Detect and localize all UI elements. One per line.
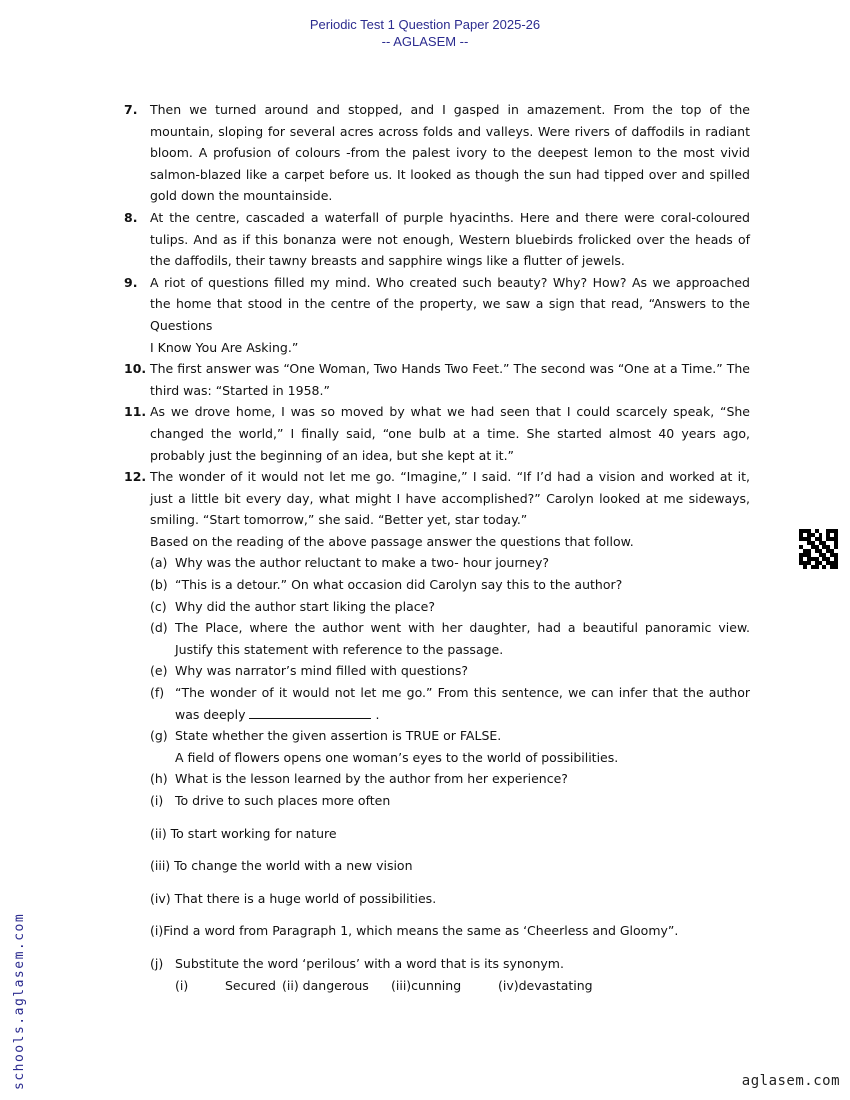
paragraph-number: 9. bbox=[124, 274, 138, 290]
paragraph-7 bbox=[124, 99, 750, 207]
question-text: “This is a detour.” On what occasion did Carolyn say this to the author? bbox=[175, 577, 623, 593]
question-text: What is the lesson learned by the author from her experience? bbox=[175, 771, 568, 787]
question-j-choices bbox=[124, 975, 750, 997]
paragraph-number: 12. bbox=[124, 469, 147, 485]
paragraph-9-continued: I Know You Are Asking.” bbox=[150, 339, 299, 355]
paragraph-10 bbox=[124, 358, 750, 401]
question-text: “The wonder of it would not let me go.” From this sentence, we can infer that the author was deeply bbox=[175, 685, 750, 722]
question-text: State whether the given assertion is TRUE or FALSE. bbox=[175, 728, 502, 744]
option-i bbox=[124, 790, 750, 812]
paragraph-8 bbox=[124, 207, 750, 272]
paragraph-number: 11. bbox=[124, 404, 147, 420]
question-c bbox=[124, 596, 750, 618]
question-text: Why was the author reluctant to make a two- hour journey? bbox=[175, 555, 550, 571]
paragraph-text: As we drove home, I was so moved by what we had seen that I could scarcely speak, “She changed the world,” I finally said, “one bulb at a time. She started almost 40 years ago, probably just the beginning of an idea, but she kept at it.” bbox=[150, 404, 750, 463]
paragraph-text: The first answer was “One Woman, Two Hands Two Feet.” The second was “One at a Time.” The third was: “Started in 1958.” bbox=[150, 361, 750, 398]
question-h bbox=[124, 768, 750, 790]
passage-content bbox=[124, 99, 750, 996]
header-subtitle: -- AGLASEM -- bbox=[381, 34, 469, 49]
paragraph-text: The wonder of it would not let me go. “Imagine,” I said. “If I’d had a vision and worked at it, just a little bit every day, what might I have accomplished?” Carolyn looked at me sideways, smiling. “Start tomorrow,” she said. “Better yet, star today.” bbox=[150, 469, 750, 528]
paragraph-9 bbox=[124, 272, 750, 337]
choice-dangerous: (ii) dangerous bbox=[282, 977, 369, 993]
question-e bbox=[124, 660, 750, 682]
paragraph-11 bbox=[124, 401, 750, 466]
question-label: (b) bbox=[150, 577, 168, 593]
choice-secured: Secured bbox=[225, 977, 276, 993]
question-text: The Place, where the author went with her daughter, had a beautiful panoramic view. Justify this statement with reference to the passage. bbox=[175, 620, 750, 657]
option-text: To drive to such places more often bbox=[175, 793, 391, 808]
paragraph-number: 7. bbox=[124, 102, 138, 117]
paragraph-text: At the centre, cascaded a waterfall of purple hyacinths. Here and there were coral-coloured tulips. And as if this bonanza were not enough, Western bluebirds frolicked over the heads of the daffodils, their tawny breasts and sapphire wings like a flutter of jewels. bbox=[150, 209, 750, 269]
option-ii: (ii) To start working for nature bbox=[150, 825, 337, 841]
page-header bbox=[0, 16, 850, 50]
question-label: (c) bbox=[150, 598, 167, 614]
paragraph-number: 8. bbox=[124, 209, 138, 225]
paragraph-12 bbox=[124, 466, 750, 531]
question-d bbox=[124, 617, 750, 660]
choice-cunning: (iii)cunning bbox=[391, 977, 462, 993]
question-end: . bbox=[375, 706, 380, 722]
option-label: (i) bbox=[150, 793, 164, 808]
instruction-text: Based on the reading of the above passage answer the questions that follow. bbox=[150, 533, 634, 549]
question-text: Why did the author start liking the place? bbox=[175, 598, 435, 614]
question-label: (d) bbox=[150, 620, 168, 636]
question-label: (j) bbox=[150, 955, 164, 971]
question-label: (g) bbox=[150, 728, 168, 744]
question-g-assertion: A field of flowers opens one woman’s eyes to the world of possibilities. bbox=[175, 749, 619, 765]
paragraph-text: Then we turned around and stopped, and I gasped in amazement. From the top of the mountain, sloping for several acres across folds and valleys. Were rivers of daffodils in radiant bloom. A profusion of colours -from the palest ivory to the deepest lemon to the most vivid salmon-blazed like a carpet before us. It looked as though the sun had tipped over and spilled gold down the mountainside. bbox=[150, 102, 750, 204]
choice-label-i: (i) bbox=[175, 977, 189, 993]
question-label: (e) bbox=[150, 663, 168, 679]
question-b bbox=[124, 574, 750, 596]
question-label: (a) bbox=[150, 555, 168, 571]
choice-devastating: (iv)devastating bbox=[498, 977, 593, 993]
footer-site: aglasem.com bbox=[741, 1073, 840, 1089]
question-j bbox=[124, 953, 750, 975]
question-text: Why was narrator’s mind filled with questions? bbox=[175, 663, 469, 679]
question-text: Substitute the word ‘perilous’ with a word that is its synonym. bbox=[175, 955, 564, 971]
question-a bbox=[124, 552, 750, 574]
question-f bbox=[124, 682, 750, 725]
option-iv: (iv) That there is a huge world of possibilities. bbox=[150, 890, 437, 906]
answer-blank bbox=[249, 706, 371, 719]
header-title: Periodic Test 1 Question Paper 2025-26 bbox=[309, 17, 541, 32]
question-g bbox=[124, 725, 750, 747]
question-find-word: (i)Find a word from Paragraph 1, which means the same as ‘Cheerless and Gloomy”. bbox=[150, 923, 679, 939]
paragraph-text: A riot of questions filled my mind. Who created such beauty? Why? How? As we approached the home that stood in the centre of the property, we saw a sign that read, “Answers to the Questions bbox=[150, 274, 750, 333]
option-iii: (iii) To change the world with a new vision bbox=[150, 858, 413, 874]
question-label: (h) bbox=[150, 771, 168, 787]
question-label: (f) bbox=[150, 685, 165, 701]
side-watermark: schools.aglasem.com bbox=[12, 912, 27, 1090]
paragraph-number: 10. bbox=[124, 361, 147, 377]
qr-code-icon bbox=[799, 529, 838, 569]
